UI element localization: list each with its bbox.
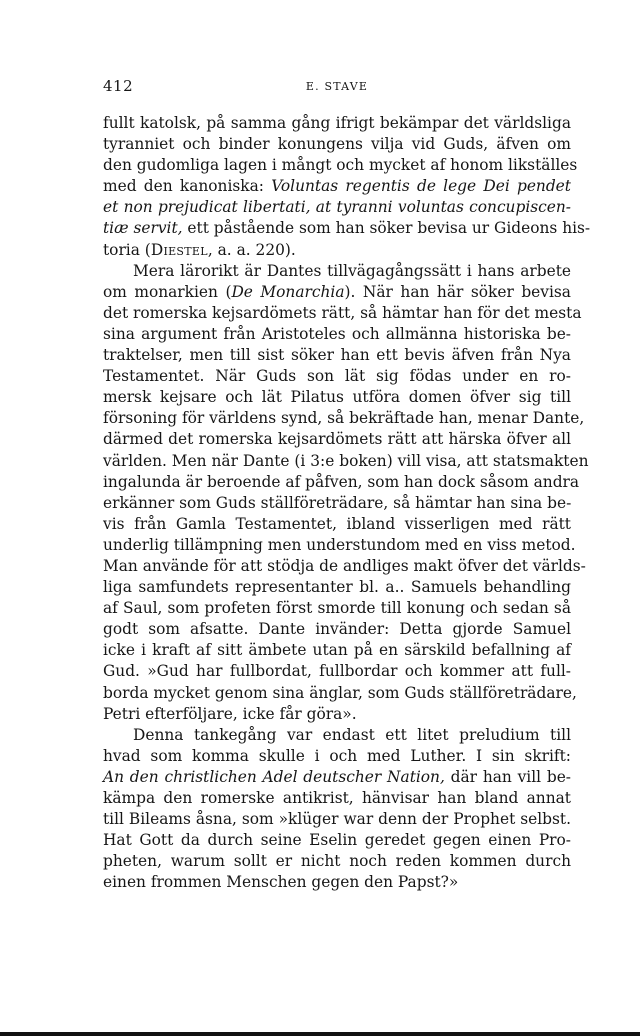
latin-quote: tiæ servit,	[103, 219, 183, 238]
page-header	[103, 77, 571, 99]
text-line: tyranniet och binder konungens vilja vid Guds, äfven om	[103, 135, 571, 154]
work-title: De Monarchia	[231, 282, 345, 301]
text-line: liga samfundets representanter bl. a.. Samuels behandling	[103, 578, 571, 597]
text-line: Gud. »Gud har fullbordat, fullbordar och kommer att full-	[103, 662, 571, 681]
text-line: godt som afsatte. Dante invänder: Detta gjorde Samuel	[103, 620, 571, 639]
text-line: den gudomliga lagen i mångt och mycket af honom likställes	[103, 156, 578, 175]
latin-quote: et non prejudicat libertati, at tyranni voluntas concupiscen-	[103, 198, 571, 217]
text-line: Mera lärorikt är Dantes tillvägagångssätt i hans arbete	[133, 261, 571, 280]
author-reference: Diestel	[150, 240, 208, 259]
text-line	[103, 218, 591, 239]
text-segment: ). När han här söker bevisa	[344, 282, 571, 301]
text-line: einen frommen Menschen gegen den Papst?»	[103, 873, 459, 892]
text-line: erkänner som Guds ställföreträdare, så hämtar han sina be-	[103, 493, 572, 512]
work-title: An den christlichen Adel deutscher Nation,	[103, 767, 445, 786]
text-line: Testamentet. När Guds son lät sig födas under en ro-	[103, 367, 571, 386]
text-line: Denna tankegång var endast ett litet preludium till	[133, 725, 571, 744]
text-line: icke i kraft af sitt ämbete utan på en särskild befallning af	[103, 641, 571, 660]
text-line: därmed det romerska kejsardömets rätt att härska öfver all	[103, 430, 571, 449]
text-line: traktelser, men till sist söker han ett bevis äfven från Nya	[103, 346, 571, 365]
text-line: vis från Gamla Testamentet, ibland visserligen med rätt	[103, 514, 571, 533]
text-line	[103, 767, 571, 788]
text-segment: ett påstående som han söker bevisa ur Gideons his-	[182, 219, 591, 238]
text-line: försoning för världens synd, så bekräftade han, menar Dante,	[103, 409, 585, 428]
text-line	[103, 197, 571, 218]
text-line: sina argument från Aristoteles och allmänna historiska be-	[103, 324, 571, 343]
text-line: pheten, warum sollt er nicht noch reden kommen durch	[103, 852, 571, 871]
text-segment: toria (	[103, 240, 151, 259]
running-head: E. STAVE	[305, 80, 369, 93]
text-segment: med den kanoniska:	[103, 177, 272, 196]
text-line: af Saul, som profeten först smorde till konung och sedan så	[103, 599, 571, 618]
page-number: 412	[103, 77, 134, 95]
latin-quote: Voluntas regentis de lege Dei pendet	[271, 177, 571, 196]
text-line: till Bileams åsna, som »klüger war denn der Prophet selbst.	[103, 810, 571, 829]
text-line: Man använde för att stödja de andliges makt öfver det världs-	[103, 556, 586, 575]
text-line: det romerska kejsardömets rätt, så hämtar han för det mesta	[103, 303, 582, 322]
text-segment: , a. a. 220).	[207, 240, 296, 259]
text-line: Hat Gott da durch seine Eselin geredet gegen einen Pro-	[103, 831, 571, 850]
text-line: kämpa den romerske antikrist, hänvisar han bland annat	[103, 789, 571, 807]
text-line: ingalunda är beroende af påfven, som han dock såsom andra	[103, 472, 580, 491]
text-line: borda mycket genom sina änglar, som Guds ställföreträdare,	[103, 683, 577, 702]
text-segment: där han vill be-	[444, 767, 572, 786]
text-segment: om monarkien (	[103, 282, 232, 301]
text-line: underlig tillämpning men understundom med en viss metod.	[103, 535, 576, 554]
text-line: världen. Men när Dante (i 3:e boken) vill visa, att statsmakten	[103, 451, 589, 470]
scan-bottom-edge	[0, 1032, 640, 1036]
body-text	[103, 113, 591, 893]
text-line: Petri efterföljare, icke får göra».	[103, 704, 357, 723]
text-line: hvad som komma skulle i och med Luther. I sin skrift:	[103, 746, 571, 765]
text-line	[103, 240, 571, 261]
text-line	[103, 176, 571, 197]
text-line: fullt katolsk, på samma gång ifrigt bekämpar det världsliga	[103, 114, 571, 132]
text-line	[103, 282, 571, 303]
text-line: mersk kejsare och lät Pilatus utföra domen öfver sig till	[103, 388, 571, 407]
